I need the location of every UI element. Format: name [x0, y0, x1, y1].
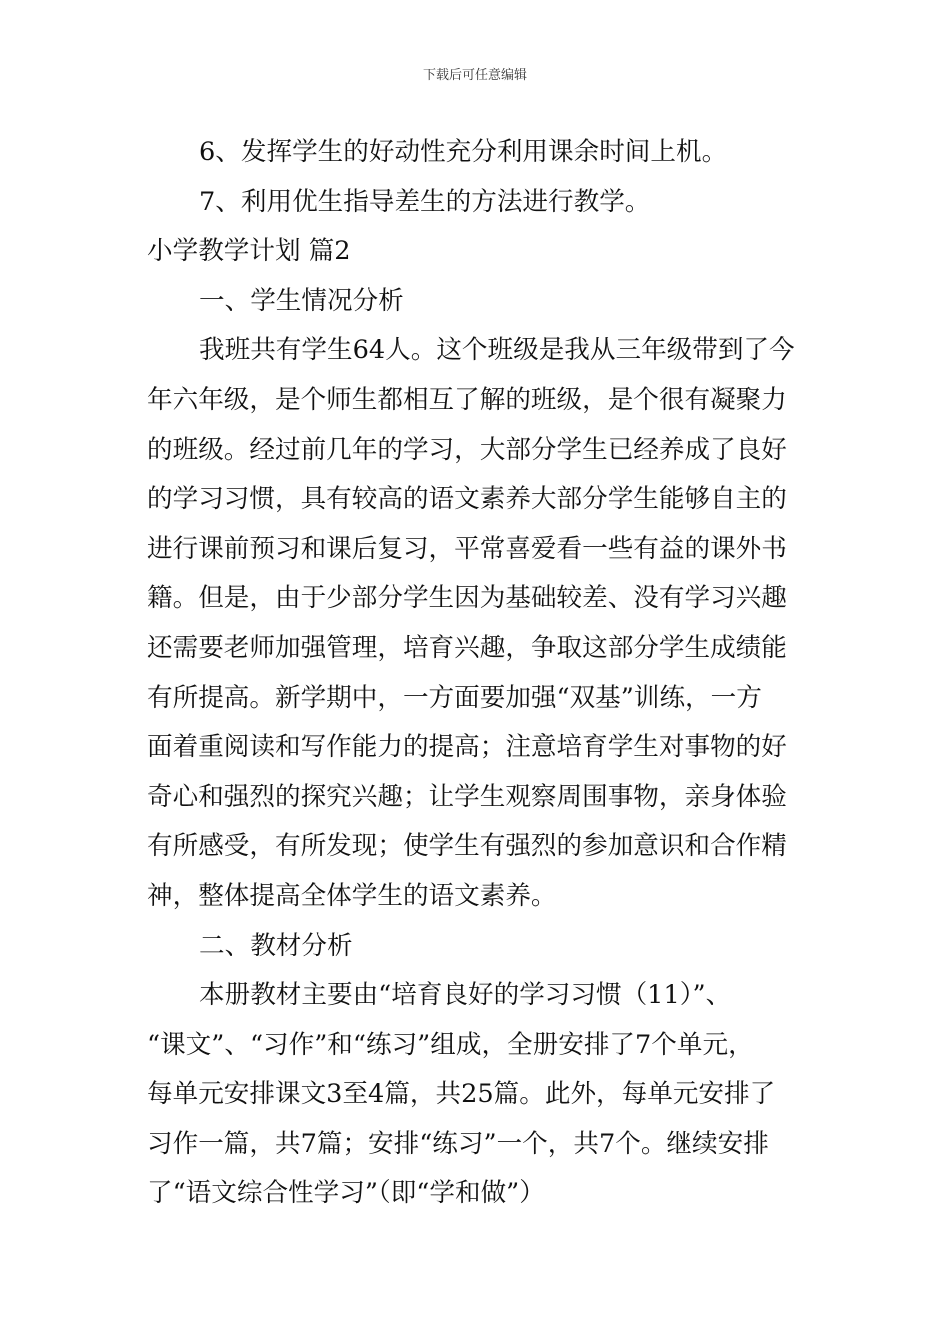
paragraph-line: 年六年级，是个师生都相互了解的班级，是个很有凝聚力 [147, 384, 787, 415]
paragraph-line: 了“语文综合性学习”（即“学和做”） [147, 1178, 545, 1209]
paragraph-line: 有所提高。新学期中，一方面要加强“双基”训练，一方 [147, 682, 762, 713]
heading-student-analysis: 一、学生情况分析 [199, 285, 404, 316]
paragraph-line: 每单元安排课文3至4篇，共25篇。此外，每单元安排了 [147, 1079, 776, 1110]
section-title: 小学教学计划 篇2 [147, 236, 351, 267]
page-header: 下载后可任意编辑 [422, 68, 527, 83]
list-item-7: 7、利用优生指导差生的方法进行教学。 [199, 186, 651, 217]
paragraph-line: 奇心和强烈的探究兴趣；让学生观察周围事物，亲身体验 [147, 781, 787, 812]
paragraph-line: 有所感受，有所发现；使学生有强烈的参加意识和合作精 [147, 831, 787, 862]
document-body [147, 128, 817, 1219]
paragraph-line: 进行课前预习和课后复习，平常喜爱看一些有益的课外书 [147, 533, 787, 564]
paragraph-line: 的学习习惯，具有较高的语文素养大部分学生能够自主的 [147, 484, 787, 515]
paragraph-line: 还需要老师加强管理，培育兴趣，争取这部分学生成绩能 [147, 632, 787, 663]
paragraph-line: 我班共有学生64人。这个班级是我从三年级带到了今 [199, 335, 795, 366]
paragraph-line: 本册教材主要由“培育良好的学习习惯（11）”、 [199, 980, 732, 1011]
paragraph-line: 面着重阅读和写作能力的提高；注意培育学生对事物的好 [147, 732, 787, 763]
paragraph-line: 习作一篇，共7篇；安排“练习”一个，共7个。继续安排 [147, 1128, 769, 1159]
paragraph-line: 籍。但是，由于少部分学生因为基础较差、没有学习兴趣 [147, 583, 787, 614]
paragraph-line: 神，整体提高全体学生的语文素养。 [147, 880, 557, 911]
heading-textbook-analysis: 二、教材分析 [199, 930, 353, 961]
list-item-6: 6、发挥学生的好动性充分利用课余时间上机。 [199, 137, 728, 167]
paragraph-line: 的班级。经过前几年的学习，大部分学生已经养成了良好 [147, 434, 787, 465]
paragraph-line: “课文”、“习作”和“练习”组成，全册安排了7个单元， [147, 1029, 754, 1060]
